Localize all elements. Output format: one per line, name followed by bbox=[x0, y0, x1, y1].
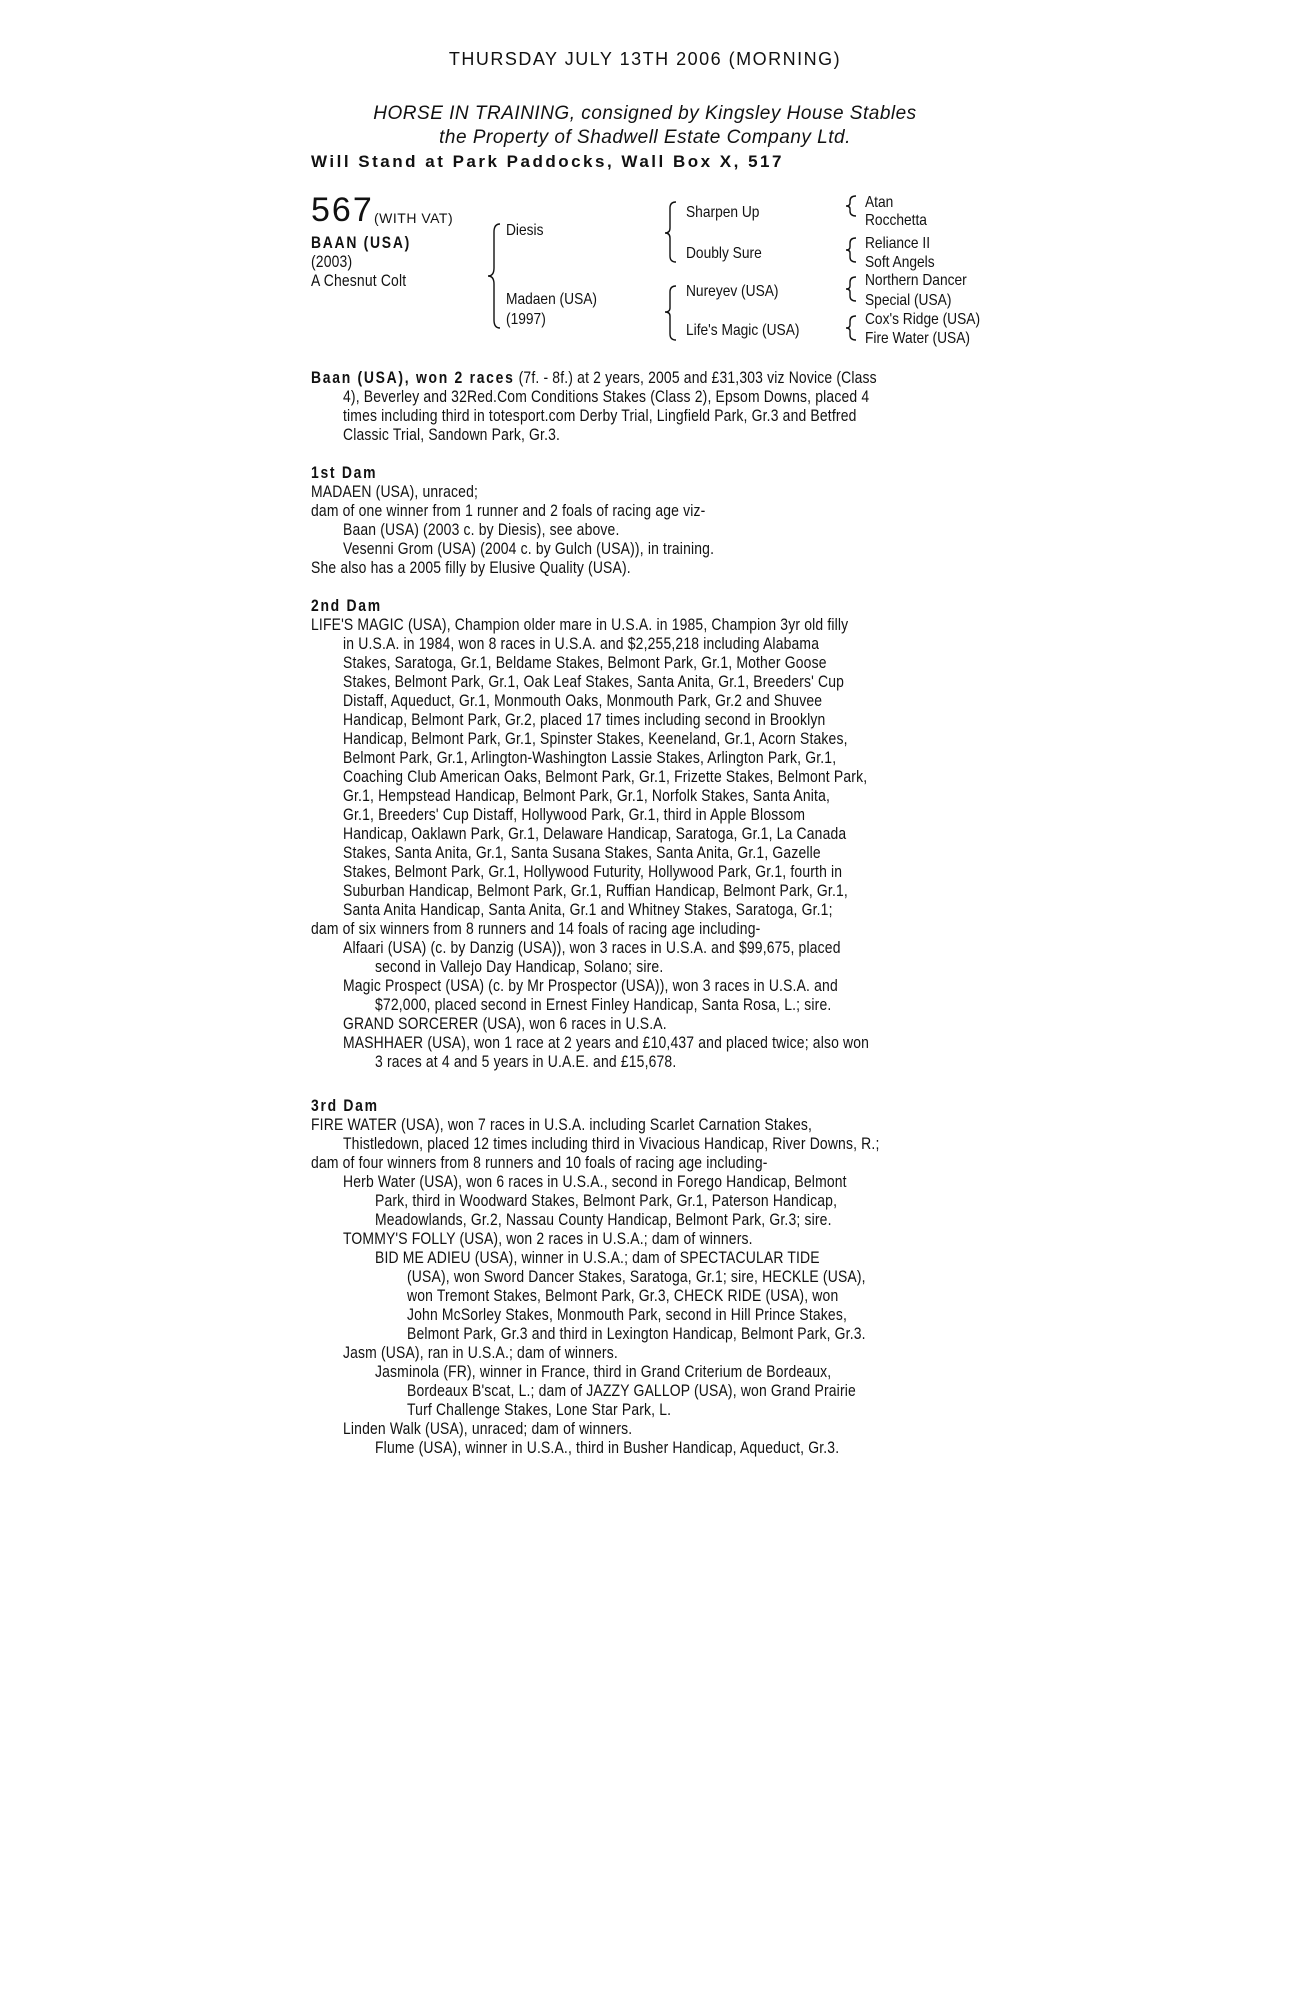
third-dam-heading: 3rd Dam bbox=[311, 1097, 379, 1115]
third-dam-line: Linden Walk (USA), unraced; dam of winners. bbox=[343, 1420, 633, 1438]
pedigree-ggp-1: Atan bbox=[865, 194, 894, 211]
third-dam-line: Meadowlands, Gr.2, Nassau County Handicap, Belmont Park, Gr.3; sire. bbox=[375, 1211, 832, 1229]
pedigree-sire: Diesis bbox=[506, 222, 544, 239]
third-dam-line: Park, third in Woodward Stakes, Belmont Park, Gr.1, Paterson Handicap, bbox=[375, 1192, 838, 1210]
consignment-line: HORSE IN TRAINING, consigned by Kingsley House Stables bbox=[373, 103, 917, 124]
pedigree-sire-dam: Doubly Sure bbox=[686, 245, 762, 262]
pedigree-ggp-5: Northern Dancer bbox=[865, 272, 967, 289]
pedigree-ggp-3: Reliance II bbox=[865, 235, 931, 252]
first-dam-line: dam of one winner from 1 runner and 2 foals of racing age viz- bbox=[311, 502, 706, 520]
first-dam-heading: 1st Dam bbox=[311, 464, 378, 482]
second-dam-line: Stakes, Belmont Park, Gr.1, Hollywood Futurity, Hollywood Park, Gr.1, fourth in bbox=[343, 863, 843, 881]
second-dam-line: Magic Prospect (USA) (c. by Mr Prospector (USA)), won 3 races in U.S.A. and bbox=[343, 977, 838, 995]
third-dam-line: FIRE WATER (USA), won 7 races in U.S.A. including Scarlet Carnation Stakes, bbox=[311, 1116, 813, 1134]
second-dam-line: Gr.1, Breeders' Cup Distaff, Hollywood Park, Gr.1, third in Apple Blossom bbox=[343, 806, 806, 824]
pedigree-dam: Madaen (USA) bbox=[506, 291, 598, 308]
second-dam-line: Stakes, Santa Anita, Gr.1, Santa Susana Stakes, Santa Anita, Gr.1, Gazelle bbox=[343, 844, 821, 862]
third-dam-line: Jasm (USA), ran in U.S.A.; dam of winners. bbox=[343, 1344, 618, 1362]
second-dam-line: Stakes, Belmont Park, Gr.1, Oak Leaf Stakes, Santa Anita, Gr.1, Breeders' Cup bbox=[343, 673, 845, 691]
second-dam-line: Handicap, Belmont Park, Gr.2, placed 17 times including second in Brooklyn bbox=[343, 711, 826, 729]
property-line: the Property of Shadwell Estate Company Ltd. bbox=[439, 127, 851, 148]
second-dam-line: Stakes, Saratoga, Gr.1, Beldame Stakes, Belmont Park, Gr.1, Mother Goose bbox=[343, 654, 827, 672]
sale-date-heading: THURSDAY JULY 13TH 2006 (MORNING) bbox=[448, 49, 842, 69]
pedigree-braces bbox=[0, 0, 1290, 360]
race-record-line-1: Baan (USA), won 2 races (7f. - 8f.) at 2 years, 2005 and £31,303 viz Novice (Class bbox=[311, 369, 877, 387]
horse-name: BAAN (USA) bbox=[311, 234, 411, 252]
third-dam-line: John McSorley Stakes, Monmouth Park, second in Hill Prince Stakes, bbox=[407, 1306, 848, 1324]
pedigree-dam-dam: Life's Magic (USA) bbox=[686, 322, 800, 339]
second-dam-line: Distaff, Aqueduct, Gr.1, Monmouth Oaks, Monmouth Park, Gr.2 and Shuvee bbox=[343, 692, 823, 710]
third-dam-line: Herb Water (USA), won 6 races in U.S.A., second in Forego Handicap, Belmont bbox=[343, 1173, 847, 1191]
stand-location: Will Stand at Park Paddocks, Wall Box X, 517 bbox=[311, 152, 784, 171]
third-dam-line: Bordeaux B'scat, L.; dam of JAZZY GALLOP (USA), won Grand Prairie bbox=[407, 1382, 856, 1400]
pedigree-ggp-8: Fire Water (USA) bbox=[865, 330, 970, 347]
first-dam-line: She also has a 2005 filly by Elusive Quality (USA). bbox=[311, 559, 631, 577]
third-dam-line: won Tremont Stakes, Belmont Park, Gr.3, CHECK RIDE (USA), won bbox=[407, 1287, 839, 1305]
third-dam-line: Flume (USA), winner in U.S.A., third in Busher Handicap, Aqueduct, Gr.3. bbox=[375, 1439, 840, 1457]
second-dam-line: Belmont Park, Gr.1, Arlington-Washington Lassie Stakes, Arlington Park, Gr.1, bbox=[343, 749, 837, 767]
second-dam-line: $72,000, placed second in Ernest Finley Handicap, Santa Rosa, L.; sire. bbox=[375, 996, 832, 1014]
pedigree-sire-sire: Sharpen Up bbox=[686, 204, 760, 221]
third-dam-line: (USA), won Sword Dancer Stakes, Saratoga, Gr.1; sire, HECKLE (USA), bbox=[407, 1268, 866, 1286]
horse-description: A Chesnut Colt bbox=[311, 272, 407, 290]
pedigree-ggp-7: Cox's Ridge (USA) bbox=[865, 311, 981, 328]
second-dam-line: 3 races at 4 and 5 years in U.A.E. and £15,678. bbox=[375, 1053, 677, 1071]
race-record-line-2: 4), Beverley and 32Red.Com Conditions Stakes (Class 2), Epsom Downs, placed 4 bbox=[343, 388, 870, 406]
third-dam-line: BID ME ADIEU (USA), winner in U.S.A.; dam of SPECTACULAR TIDE bbox=[375, 1249, 820, 1267]
third-dam-line: Belmont Park, Gr.3 and third in Lexington Handicap, Belmont Park, Gr.3. bbox=[407, 1325, 866, 1343]
third-dam-line: Turf Challenge Stakes, Lone Star Park, L. bbox=[407, 1401, 672, 1419]
second-dam-line: LIFE'S MAGIC (USA), Champion older mare in U.S.A. in 1985, Champion 3yr old filly bbox=[311, 616, 849, 634]
second-dam-line: MASHHAER (USA), won 1 race at 2 years and £10,437 and placed twice; also won bbox=[343, 1034, 870, 1052]
second-dam-line: Handicap, Oaklawn Park, Gr.1, Delaware Handicap, Saratoga, Gr.1, La Canada bbox=[343, 825, 847, 843]
second-dam-line: Handicap, Belmont Park, Gr.1, Spinster Stakes, Keeneland, Gr.1, Acorn Stakes, bbox=[343, 730, 848, 748]
pedigree-ggp-2: Rocchetta bbox=[865, 212, 927, 229]
vat-note: (WITH VAT) bbox=[374, 210, 454, 226]
pedigree-ggp-6: Special (USA) bbox=[865, 292, 952, 309]
second-dam-heading: 2nd Dam bbox=[311, 597, 382, 615]
first-dam-line: Baan (USA) (2003 c. by Diesis), see above. bbox=[343, 521, 620, 539]
first-dam-line: Vesenni Grom (USA) (2004 c. by Gulch (USA)), in training. bbox=[343, 540, 715, 558]
race-record-line-4: Classic Trial, Sandown Park, Gr.3. bbox=[343, 426, 561, 444]
second-dam-line: Coaching Club American Oaks, Belmont Park, Gr.1, Frizette Stakes, Belmont Park, bbox=[343, 768, 868, 786]
second-dam-line: GRAND SORCERER (USA), won 6 races in U.S.A. bbox=[343, 1015, 667, 1033]
second-dam-line: second in Vallejo Day Handicap, Solano; sire. bbox=[375, 958, 664, 976]
pedigree-dam-year: (1997) bbox=[506, 311, 546, 328]
foaling-year: (2003) bbox=[311, 253, 353, 271]
lot-number: 567 bbox=[311, 191, 374, 229]
second-dam-line: in U.S.A. in 1984, won 8 races in U.S.A. and $2,255,218 including Alabama bbox=[343, 635, 820, 653]
third-dam-line: dam of four winners from 8 runners and 10 foals of racing age including- bbox=[311, 1154, 768, 1172]
second-dam-line: dam of six winners from 8 runners and 14 foals of racing age including- bbox=[311, 920, 761, 938]
third-dam-line: Thistledown, placed 12 times including third in Vivacious Handicap, River Downs, R.; bbox=[343, 1135, 880, 1153]
second-dam-line: Suburban Handicap, Belmont Park, Gr.1, Ruffian Handicap, Belmont Park, Gr.1, bbox=[343, 882, 848, 900]
third-dam-line: TOMMY'S FOLLY (USA), won 2 races in U.S.A.; dam of winners. bbox=[343, 1230, 753, 1248]
pedigree-ggp-4: Soft Angels bbox=[865, 254, 935, 271]
second-dam-line: Santa Anita Handicap, Santa Anita, Gr.1 and Whitney Stakes, Saratoga, Gr.1; bbox=[343, 901, 833, 919]
second-dam-line: Alfaari (USA) (c. by Danzig (USA)), won 3 races in U.S.A. and $99,675, placed bbox=[343, 939, 841, 957]
race-record-line-3: times including third in totesport.com Derby Trial, Lingfield Park, Gr.3 and Betfred bbox=[343, 407, 857, 425]
first-dam-line: MADAEN (USA), unraced; bbox=[311, 483, 479, 501]
second-dam-line: Gr.1, Hempstead Handicap, Belmont Park, Gr.1, Norfolk Stakes, Santa Anita, bbox=[343, 787, 831, 805]
third-dam-line: Jasminola (FR), winner in France, third in Grand Criterium de Bordeaux, bbox=[375, 1363, 832, 1381]
pedigree-dam-sire: Nureyev (USA) bbox=[686, 283, 779, 300]
